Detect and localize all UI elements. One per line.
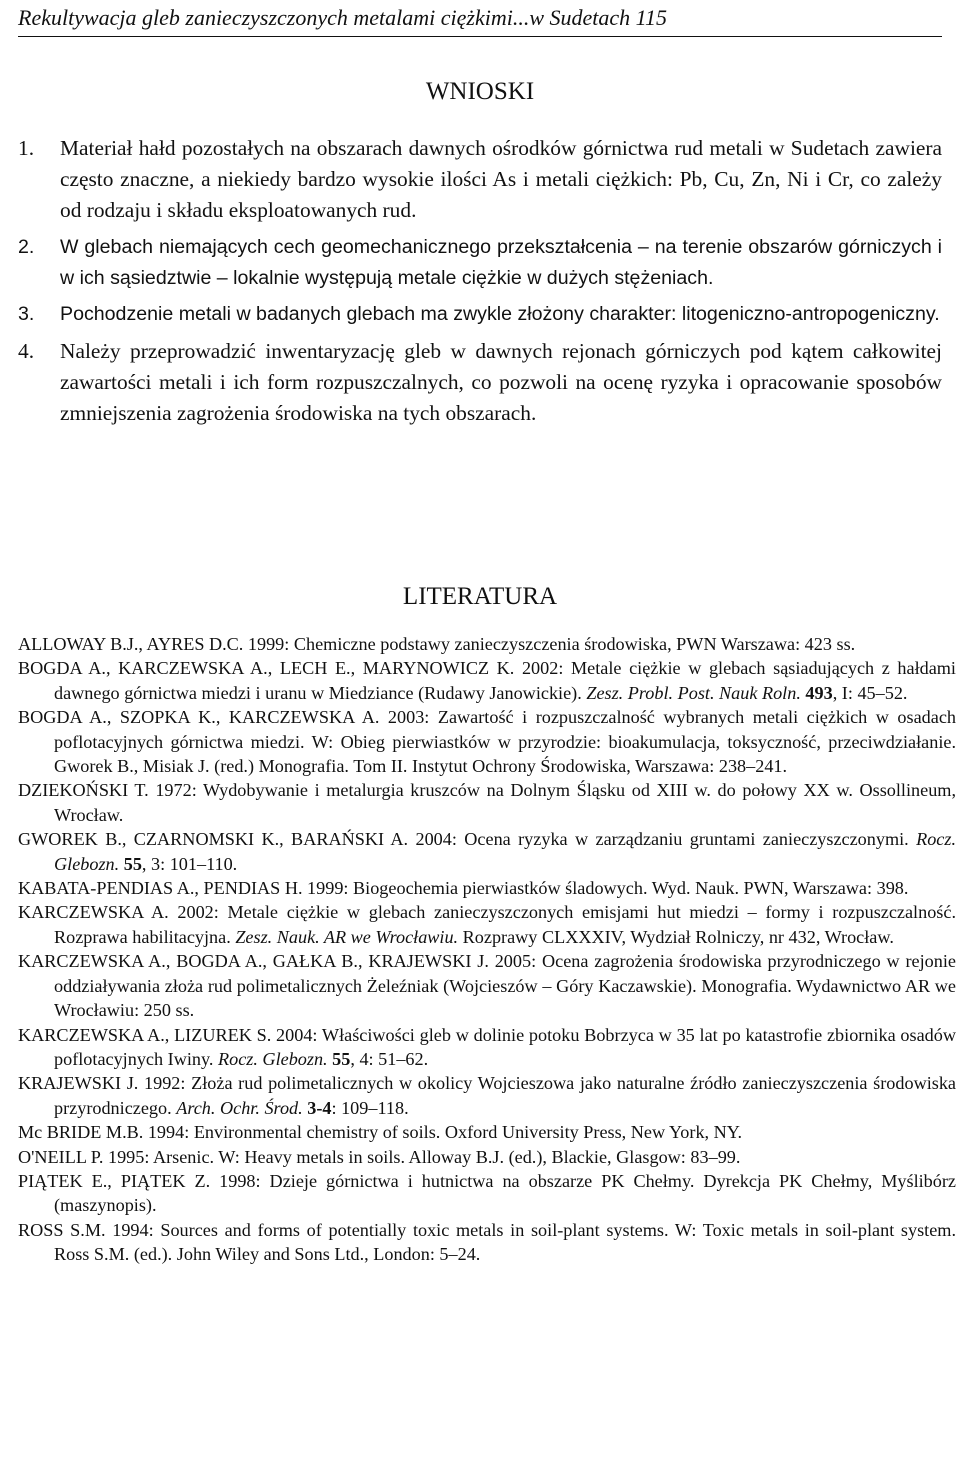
reference-item: [18, 1218, 956, 1267]
conclusion-item: [18, 299, 942, 330]
reference-item: [18, 1120, 956, 1144]
conclusion-item: [18, 133, 942, 226]
reference-item: [18, 1145, 956, 1169]
reference-main: BOGDA A., KARCZEWSKA A., LECH E., MARYNOWICZ K. 2002: Metale ciężkie w glebach sąsiadujących z hałdami dawnego górnictwa miedzi i uranu w Miedziance (Rudawy Janowickie).: [18, 658, 956, 703]
reference-main: DZIEKOŃSKI T. 1972: Wydobywanie i metalurgia kruszców na Dolnym Śląsku od XIII w. do połowy XX w. Ossollineum, Wrocław.: [18, 780, 956, 825]
reference-main: KARCZEWSKA A., BOGDA A., GAŁKA B., KRAJEWSKI J. 2005: Ocena zagrożenia środowiska przyrodniczego w rejonie oddziaływania złoża rud polimetalicznych Żeleźniak (Wojcieszów – Góry Kaczawskie). Monografia. Wydawnictwo AR we Wrocławiu: 250 ss.: [18, 951, 956, 1021]
reference-tail: , 4: 51–62.: [350, 1048, 429, 1069]
conclusion-text: Należy przeprowadzić inwentaryzację gleb w dawnych rejonach górniczych pod kątem całkowitej zawartości metali i ich form rozpuszczalnych, co pozwoli na ocenę ryzyka i opracowanie sposobów zmniejszenia zagrożenia środowiska na tych obszarach.: [60, 338, 942, 425]
conclusions-list: [18, 133, 942, 435]
running-header: [18, 4, 942, 37]
reference-item: [18, 656, 956, 705]
reference-tail: Rozprawy CLXXXIV, Wydział Rolniczy, nr 432, Wrocław.: [458, 926, 894, 947]
page-number: 115: [635, 5, 668, 30]
reference-item: [18, 1071, 956, 1120]
conclusion-number: 4.: [18, 338, 35, 363]
conclusions-title: WNIOSKI: [425, 78, 535, 105]
reference-main: KARCZEWSKA A. 2002: Metale ciężkie w glebach zanieczyszczonych emisjami hut miedzi – formy i rozpuszczalność. Rozprawa habilitacyjna.: [18, 902, 956, 947]
reference-volume: 55: [119, 853, 142, 874]
reference-journal: Rocz. Glebozn.: [54, 829, 956, 874]
reference-journal: Zesz. Nauk. AR we Wrocławiu.: [235, 926, 459, 947]
reference-item: [18, 949, 956, 1022]
running-title: Rekultywacja gleb zanieczyszczonych metalami ciężkimi...w Sudetach: [18, 5, 631, 30]
reference-volume: 3-4: [302, 1097, 332, 1118]
reference-item: [18, 778, 956, 827]
reference-item: [18, 900, 956, 949]
reference-item: [18, 827, 956, 876]
conclusion-number: 3.: [18, 303, 35, 325]
reference-journal: Rocz. Glebozn.: [217, 1048, 328, 1069]
reference-main: GWOREK B., CZARNOMSKI K., BARAŃSKI A. 2004: Ocena ryzyka w zarządzaniu gruntami zanieczyszczonymi.: [18, 829, 917, 850]
reference-item: [18, 876, 956, 900]
conclusion-item: [18, 336, 942, 429]
reference-tail: : 109–118.: [331, 1097, 409, 1118]
reference-tail: , I: 45–52.: [832, 682, 908, 703]
reference-volume: 55: [327, 1048, 351, 1069]
reference-main: ALLOWAY B.J., AYRES D.C. 1999: Chemiczne podstawy zanieczyszczenia środowiska, PWN Warszawa: 423 ss.: [18, 634, 856, 654]
reference-main: BOGDA A., SZOPKA K., KARCZEWSKA A. 2003: Zawartość i rozpuszczalność wybranych metali ciężkich w osadach poflotacyjnych górnictwa miedzi. W: Obieg pierwiastków w przyrodzie: bioakumulacja, toksyczność, przeciwdziałanie. Gworek B., Misiak J. (red.) Monografia. Tom II. Instytut Ochrony Środowiska, Warszawa: 238–241.: [18, 707, 956, 777]
conclusion-item: [18, 232, 942, 293]
reference-main: KARCZEWSKA A., LIZUREK S. 2004: Właściwości gleb w dolinie potoku Bobrzyca w 35 lat po katastrofie zbiornika osadów poflotacyjnych Iwiny.: [18, 1024, 956, 1069]
reference-main: Mc BRIDE M.B. 1994: Environmental chemistry of soils. Oxford University Press, New York, NY.: [18, 1122, 743, 1143]
reference-volume: 493: [800, 682, 833, 703]
reference-item: [18, 1169, 956, 1218]
reference-main: KABATA-PENDIAS A., PENDIAS H. 1999: Biogeochemia pierwiastków śladowych. Wyd. Nauk. PWN, Warszawa: 398.: [18, 878, 909, 899]
reference-main: O'NEILL P. 1995: Arsenic. W: Heavy metals in soils. Alloway B.J. (ed.), Blackie, Glasgow: 83–99.: [18, 1146, 741, 1167]
literature-title: LITERATURA: [402, 583, 558, 610]
reference-main: KRAJEWSKI J. 1992: Złoża rud polimetalicznych w okolicy Wojcieszowa jako naturalne źródło zanieczyszczenia środowiska przyrodniczego.: [18, 1073, 956, 1118]
reference-item: [18, 1023, 956, 1072]
reference-journal: Zesz. Probl. Post. Nauk Roln.: [586, 682, 801, 703]
reference-tail: , 3: 101–110.: [141, 853, 238, 874]
reference-journal: Arch. Ochr. Środ.: [176, 1097, 303, 1118]
reference-item: [18, 705, 956, 778]
conclusion-number: 2.: [18, 236, 35, 258]
reference-main: ROSS S.M. 1994: Sources and forms of potentially toxic metals in soil-plant systems. W: Toxic metals in soil-plant system. Ross S.M. (ed.). John Wiley and Sons Ltd., London: 5–24.: [18, 1219, 956, 1265]
conclusion-text: W glebach niemających cech geomechanicznego przekształcenia – na terenie obszarów górniczych i w ich sąsiedztwie – lokalnie występują metale ciężkie w dużych stężeniach.: [60, 236, 942, 289]
reference-main: PIĄTEK E., PIĄTEK Z. 1998: Dzieje górnictwa i hutnictwa na obszarze PK Chełmy. Dyrekcja PK Chełmy, Myślibórz (maszynopis).: [18, 1170, 956, 1216]
reference-item: [18, 632, 956, 656]
conclusion-number: 1.: [18, 136, 35, 160]
reference-list: [18, 632, 956, 1267]
conclusion-text: Materiał hałd pozostałych na obszarach dawnych ośrodków górnictwa rud metali w Sudetach zawiera często znaczne, a niekiedy bardzo wysokie ilości As i metali ciężkich: Pb, Cu, Zn, Ni i Cr, co zależy od rodzaju i składu eksploatowanych rud.: [60, 136, 942, 222]
conclusion-text: Pochodzenie metali w badanych glebach ma zwykle złożony charakter: litogeniczno-antropogeniczny.: [60, 303, 940, 325]
